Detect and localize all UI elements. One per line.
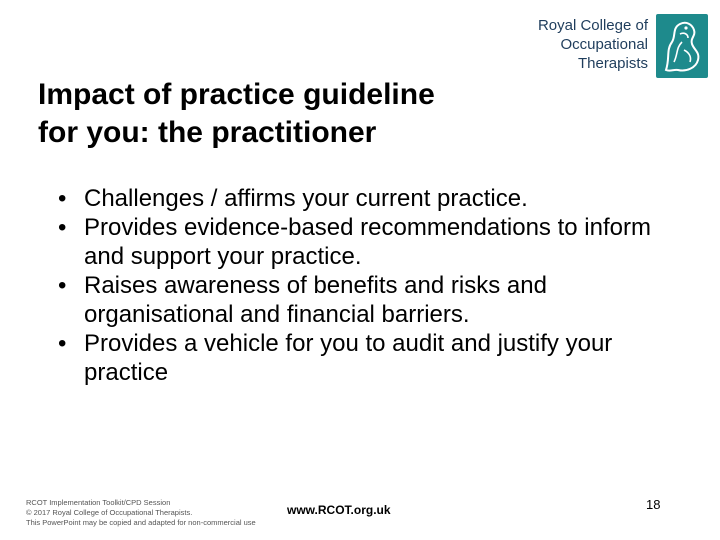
title-line-1: Impact of practice guideline xyxy=(38,78,435,111)
footer-website-link[interactable]: www.RCOT.org.uk xyxy=(287,503,391,517)
title-line-2: for you: the practitioner xyxy=(38,116,377,149)
footer-line-1: RCOT Implementation Toolkit/CPD Session xyxy=(26,498,171,507)
logo-line-3: Therapists xyxy=(577,55,648,72)
rcot-logo xyxy=(530,14,710,80)
bullet-dot-icon: • xyxy=(58,330,67,357)
bullet-text: Provides evidence-based recommendations to inform and support your practice. xyxy=(84,214,651,270)
bullet-text: Challenges / affirms your current practice. xyxy=(84,185,528,212)
footer-line-2: © 2017 Royal College of Occupational Therapists. xyxy=(26,508,193,517)
rcot-crest-icon xyxy=(656,14,708,78)
logo-wordmark xyxy=(530,16,648,73)
bullet-list xyxy=(58,184,658,387)
bullet-item xyxy=(58,271,658,329)
logo-line-1: Royal College of xyxy=(537,17,648,34)
bullet-text: Provides a vehicle for you to audit and justify your practice xyxy=(84,330,613,386)
page-number: 18 xyxy=(646,497,661,512)
footer-copyright xyxy=(26,498,286,528)
logo-line-2: Occupational xyxy=(560,36,648,53)
bullet-item xyxy=(58,329,658,387)
bullet-dot-icon: • xyxy=(58,214,67,241)
footer-line-3: This PowerPoint may be copied and adapted for non-commercial use xyxy=(26,518,256,527)
bullet-dot-icon: • xyxy=(58,272,67,299)
page-title xyxy=(38,76,558,152)
bullet-item xyxy=(58,213,658,271)
bullet-text: Raises awareness of benefits and risks and organisational and financial barriers. xyxy=(84,272,547,328)
bullet-item xyxy=(58,184,658,213)
bullet-dot-icon: • xyxy=(58,185,67,212)
